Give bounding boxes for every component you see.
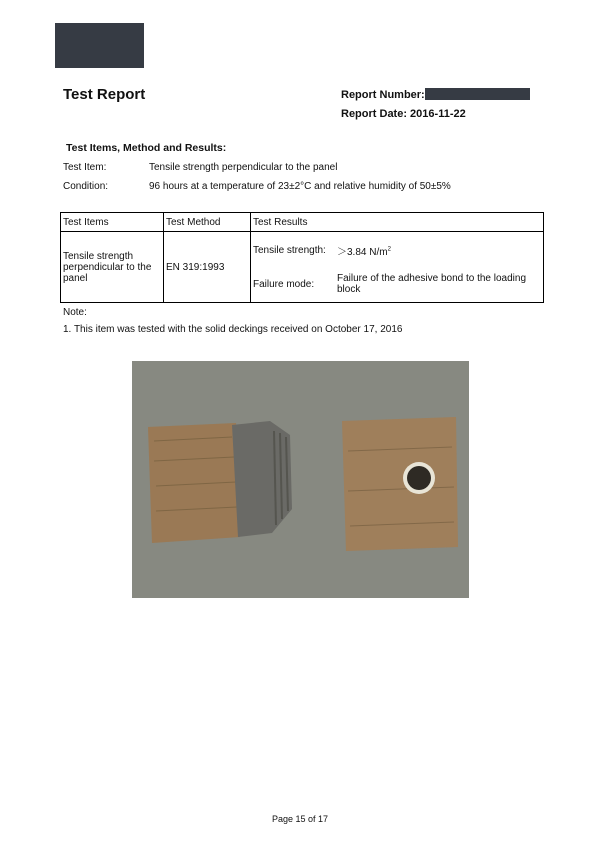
cell-test-results (251, 232, 544, 303)
table-row (61, 232, 544, 303)
header-test-method: Test Method (164, 213, 251, 232)
section-heading: Test Items, Method and Results: (66, 142, 227, 154)
cell-test-method: EN 319:1993 (164, 232, 251, 303)
result-label: Failure mode: (253, 278, 315, 290)
company-logo-redacted (55, 23, 144, 68)
condition-label: Condition: (63, 181, 109, 192)
cell-test-item: Tensile strength perpendicular to the panel (61, 232, 164, 303)
header-test-items: Test Items (61, 213, 164, 232)
page-title: Test Report (63, 86, 146, 103)
loading-block (232, 421, 292, 537)
table-header-row (61, 213, 544, 232)
test-item-value: Tensile strength perpendicular to the panel (149, 162, 338, 173)
note-item: 1. This item was tested with the solid deckings received on October 17, 2016 (63, 324, 403, 335)
note-heading: Note: (63, 307, 87, 318)
result-value: Failure of the adhesive bond to the loading block (337, 273, 527, 295)
specimen-photo (132, 361, 469, 598)
report-number-label: Report Number: (341, 89, 425, 101)
result-label: Tensile strength: (253, 244, 326, 256)
superscript: 2 (387, 246, 391, 253)
condition-value: 96 hours at a temperature of 23±2°C and relative humidity of 50±5% (149, 181, 451, 192)
test-item-label: Test Item: (63, 162, 107, 173)
results-table (60, 212, 544, 303)
header-test-results: Test Results (251, 213, 544, 232)
result-value: ＞3.84 $N/m^2$ (337, 246, 391, 258)
bolt-hole (407, 466, 431, 490)
report-number-redaction (425, 88, 530, 100)
result-failure-mode (253, 267, 541, 301)
right-block-stain (342, 417, 458, 551)
page-number: Page 15 of 17 (271, 814, 329, 824)
report-date: Report Date: 2016-11-22 (341, 108, 466, 120)
result-tensile-strength (253, 233, 541, 267)
